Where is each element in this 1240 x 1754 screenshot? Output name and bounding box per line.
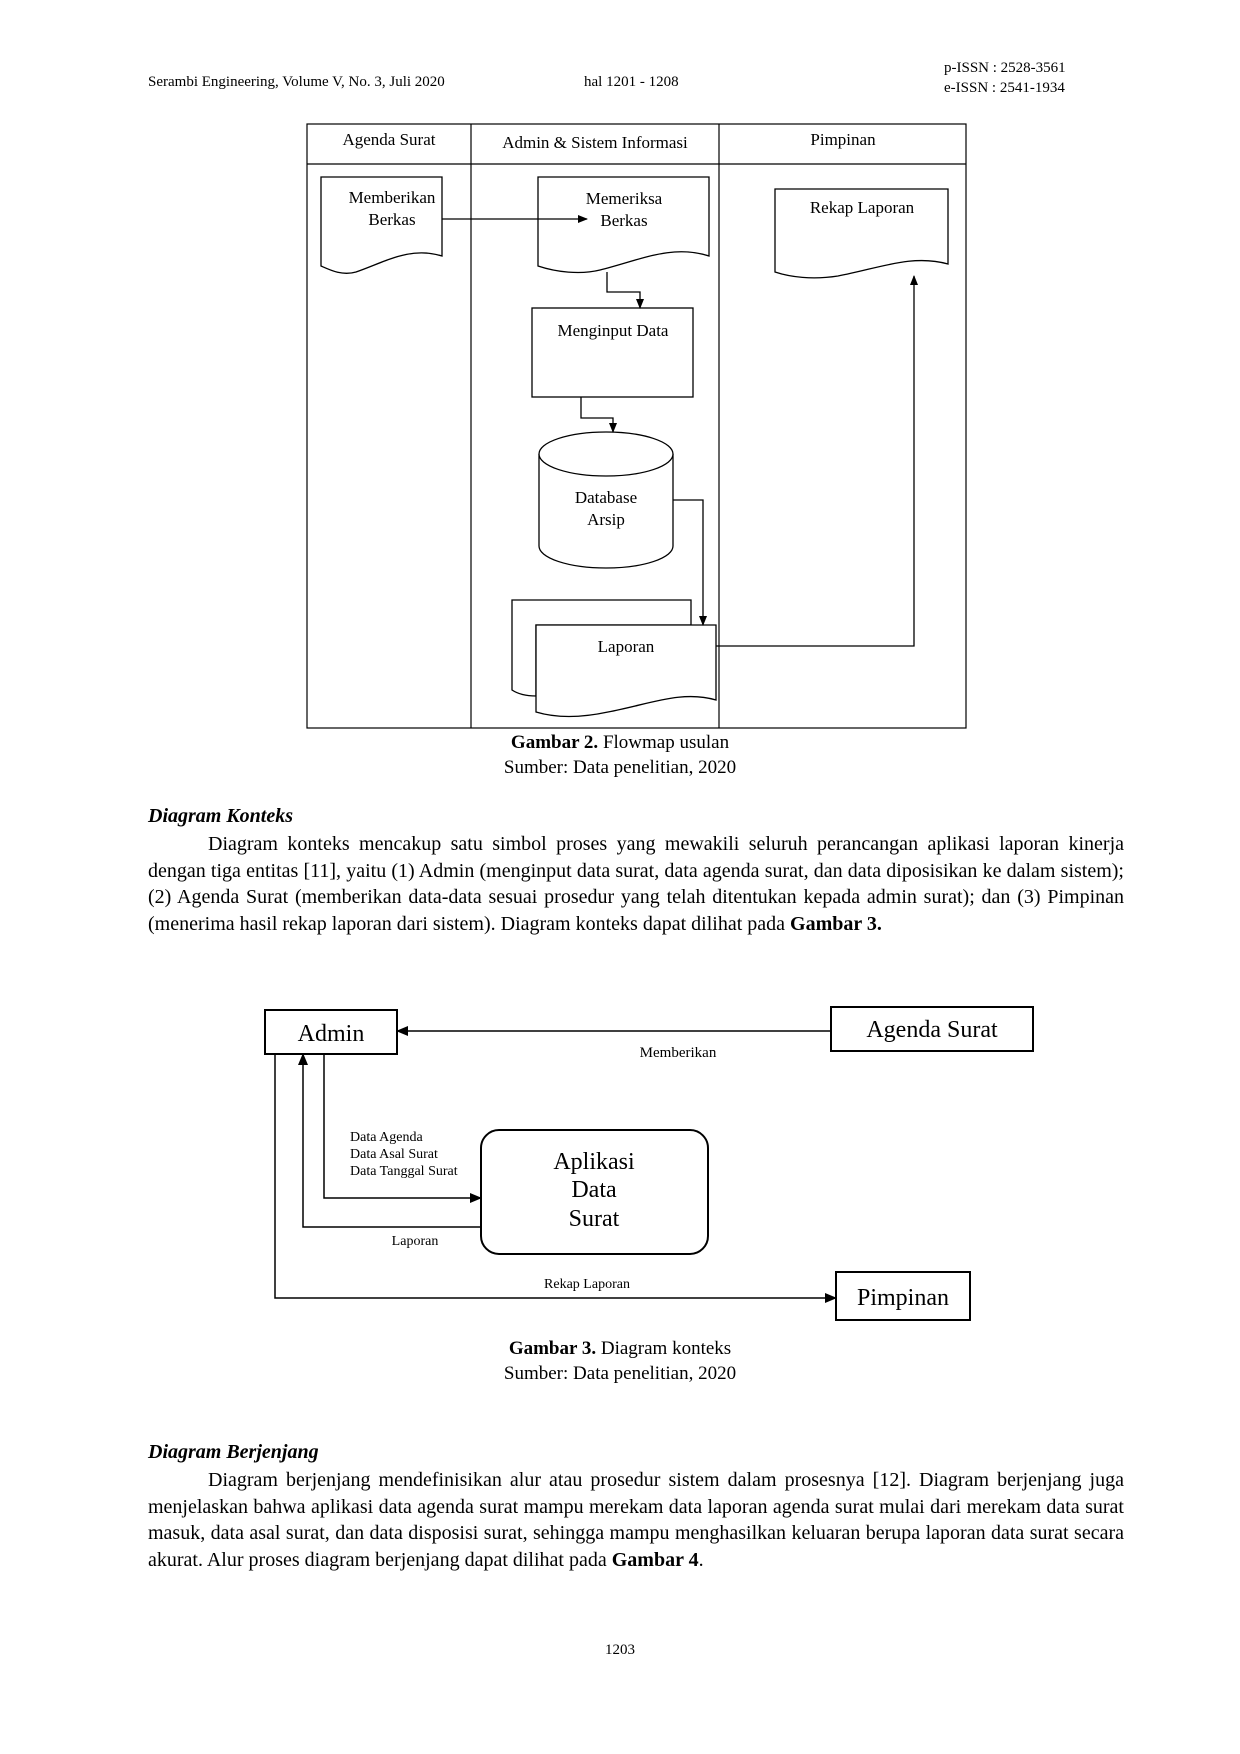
figure2-source: Sumber: Data penelitian, 2020 xyxy=(503,757,737,778)
lane-pimpinan: Pimpinan xyxy=(810,130,876,149)
database-line1: Database xyxy=(574,488,638,507)
journal-header: Serambi Engineering, Volume V, No. 3, Juli 2020 xyxy=(148,74,445,90)
data-asal-label: Data Asal Surat xyxy=(350,1147,438,1162)
lane-admin: Admin & Sistem Informasi xyxy=(502,133,688,152)
app-line1: Aplikasi xyxy=(553,1149,635,1175)
rekap-laporan-label: Rekap Laporan xyxy=(809,198,915,217)
figure3-caption xyxy=(0,1336,1240,1361)
memberikan-line2: Berkas xyxy=(368,210,416,229)
memberikan-line1: Memberikan xyxy=(348,188,436,207)
page-range: hal 1201 - 1208 xyxy=(584,74,679,90)
section-title-berjenjang: Diagram Berjenjang xyxy=(148,1441,319,1463)
paragraph-konteks-ref: Gambar 3. xyxy=(790,912,882,935)
agenda-surat-label: Agenda Surat xyxy=(866,1017,998,1043)
memberikan-flow-label: Memberikan xyxy=(639,1045,717,1061)
figure2-caption-label: Gambar 2. xyxy=(510,732,599,753)
data-agenda-label: Data Agenda xyxy=(350,1130,423,1145)
figure3-caption-label: Gambar 3. xyxy=(508,1338,597,1359)
menginput-label: Menginput Data xyxy=(557,321,669,340)
section-title-konteks: Diagram Konteks xyxy=(148,805,294,827)
paragraph-berjenjang-end: . xyxy=(698,1548,704,1571)
memeriksa-line2: Berkas xyxy=(600,211,648,230)
rekap-flow-label: Rekap Laporan xyxy=(544,1277,630,1292)
paragraph-berjenjang-text: Diagram berjenjang mendefinisikan alur atau prosedur sistem dalam prosesnya [12]. Diagram berjenjang juga menjelaskan bahwa aplikasi data agenda surat mampu merekam data laporan agenda surat mulai dari merekam data surat masuk, data asal surat, dan data disposisi surat, sehingga mampu menghasilkan keluaran berupa laporan data surat secara akurat. Alur proses diagram berjenjang dapat dilihat pada xyxy=(148,1469,1124,1571)
page-number: 1203 xyxy=(605,1642,635,1658)
pimpinan-label: Pimpinan xyxy=(856,1285,950,1311)
app-line3: Surat xyxy=(568,1206,620,1232)
figure2-caption-text: Flowmap usulan xyxy=(598,732,730,753)
laporan-flow-label: Laporan xyxy=(391,1234,439,1249)
paragraph-berjenjang xyxy=(148,1467,1124,1573)
eissn: e-ISSN : 2541-1934 xyxy=(944,80,1065,96)
admin-label: Admin xyxy=(297,1021,365,1047)
figure3-caption-text: Diagram konteks xyxy=(596,1338,732,1359)
paragraph-berjenjang-ref: Gambar 4 xyxy=(611,1548,699,1571)
figure3-source: Sumber: Data penelitian, 2020 xyxy=(503,1363,737,1384)
pissn: p-ISSN : 2528-3561 xyxy=(944,60,1066,76)
laporan-label: Laporan xyxy=(597,637,655,656)
database-line2: Arsip xyxy=(587,510,625,529)
lane-agenda-surat: Agenda Surat xyxy=(342,130,436,149)
memeriksa-line1: Memeriksa xyxy=(585,189,663,208)
app-line2: Data xyxy=(571,1177,617,1203)
data-tanggal-label: Data Tanggal Surat xyxy=(350,1164,458,1179)
paragraph-konteks-text: Diagram konteks mencakup satu simbol proses yang mewakili seluruh perancangan aplikasi laporan kinerja dengan tiga entitas [11], yaitu (1) Admin (menginput data surat, data agenda surat, dan data diposisikan ke dalam sistem); (2) Agenda Surat (memberikan data-data sesuai prosedur yang telah ditentukan kepada admin surat); dan (3) Pimpinan (menerima hasil rekap laporan dari sistem). Diagram konteks dapat dilihat pada xyxy=(148,833,1124,935)
